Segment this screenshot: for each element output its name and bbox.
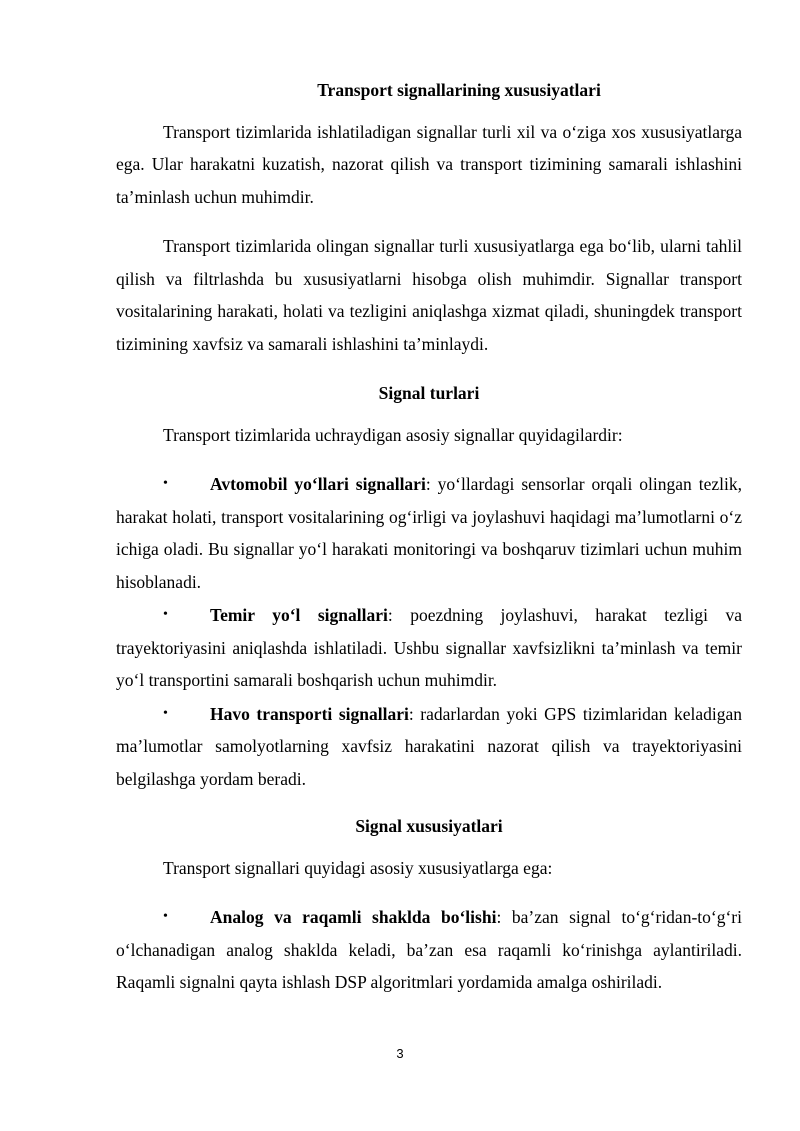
list-item <box>116 698 742 796</box>
document-title: Transport signallarining xususiyatlari <box>317 80 601 100</box>
section-heading-signal-turlari: Signal turlari <box>378 383 480 403</box>
bullet-icon: • <box>163 607 168 622</box>
paragraph-2: Transport tizimlarida olingan signallar turli xususiyatlarga ega bo‘lib, ularni tahlil qilish va filtrlashda bu xususiyatlarni hisobga olish muhimdir. Signallar transport vositalarining harakati, holati va tezligini aniqlashga xizmat qiladi, shuningdek transport tizimining xavfsiz va samarali ishlashini ta’minlaydi. <box>116 236 742 354</box>
list-item <box>116 901 742 999</box>
paragraph-1: Transport tizimlarida ishlatiladigan signallar turli xil va o‘ziga xos xususiyatlarga ega. Ular harakatni kuzatish, nazorat qilish va transport tizimining samarali ishlashini ta’minlash uchun muhimdir. <box>116 121 742 207</box>
bullet-icon: • <box>163 705 168 721</box>
bullet-text: : yo‘llardagi sensorlar orqali olingan tezlik, harakat holati, transport vositalarining og‘irligi va joylashuvi haqidagi ma’lumotlarni o‘z ichiga oladi. Bu signallar yo‘l harakati monitoringi va boshqaruv tizimlari uchun muhim hisoblanadi. <box>116 474 742 592</box>
bullet-term: Avtomobil yo‘llari signallari <box>210 474 426 494</box>
bullet-text: : radarlardan yoki GPS tizimlaridan keladigan ma’lumotlar samolyotlarning xavfsiz harakatini nazorat qilish va trayektoriyasini belgilashga yordam beradi. <box>116 703 742 789</box>
bullet-text: : poezdning joylashuvi, harakat tezligi va trayektoriyasini aniqlashda ishlatiladi. Ushbu signallar xavfsizlikni ta’minlash va temir yo‘l transportini samarali boshqarish uchun muhimdir. <box>116 605 742 690</box>
bullet-term: Analog va raqamli shaklda bo‘lishi <box>210 907 497 927</box>
bullet-icon: • <box>163 909 168 924</box>
section2-intro: Transport signallari quyidagi asosiy xususiyatlarga ega: <box>163 857 553 878</box>
section-heading-signal-xususiyatlari: Signal xususiyatlari <box>355 816 503 836</box>
list-item <box>116 599 742 697</box>
section1-intro: Transport tizimlarida uchraydigan asosiy signallar quyidagilardir: <box>163 424 623 445</box>
bullet-text: : ba’zan signal to‘g‘ridan-to‘g‘ri o‘lchanadigan analog shaklda keladi, ba’zan esa raqamli ko‘rinishga aylantiriladi. Raqamli signalni qayta ishlash DSP algoritmlari yordamida amalga oshiriladi. <box>116 907 742 992</box>
document-page <box>116 74 742 1000</box>
bullet-term: Temir yo‘l signallari <box>210 605 388 625</box>
page-number: 3 <box>396 1046 404 1061</box>
bullet-icon: • <box>163 476 168 491</box>
list-item <box>116 468 742 598</box>
bullet-term: Havo transporti signallari <box>210 703 409 724</box>
